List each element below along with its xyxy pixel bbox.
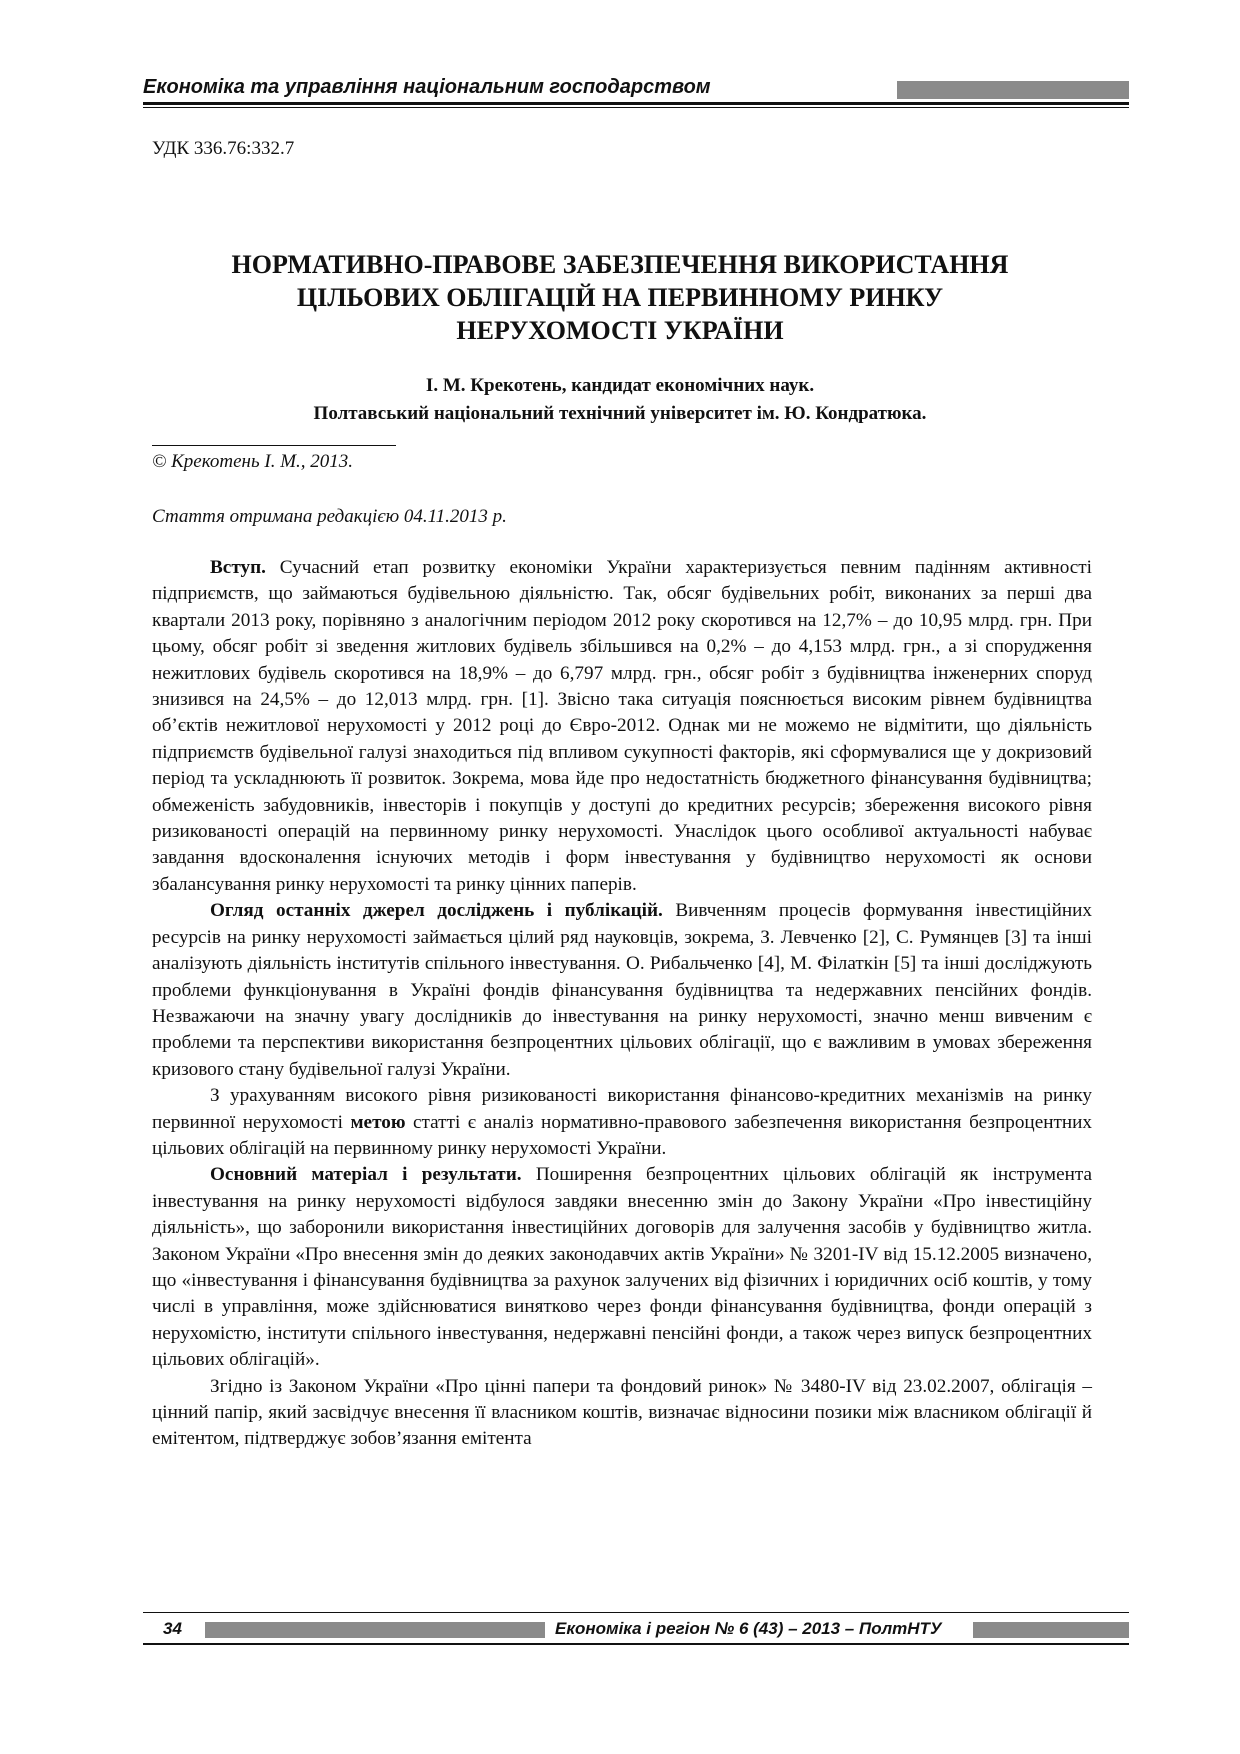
author-block (140, 372, 1100, 428)
paragraph-introduction (152, 555, 1092, 898)
footer-grey-bar (973, 1622, 1129, 1638)
journal-section-title: Економіка та управління національним господарством (143, 76, 711, 98)
running-footer (143, 1612, 1129, 1646)
section-lead: Основний матеріал і результати. (210, 1164, 522, 1186)
aim-keyword: метою (350, 1111, 406, 1133)
footnote-rule (152, 445, 396, 446)
article-body (152, 555, 1092, 1453)
paragraph-literature-review (152, 898, 1092, 1083)
running-header (143, 70, 1129, 108)
paragraph-text: Згідно із Законом України «Про цінні папери та фондовий ринок» № 3480-IV від 23.02.2007, облігація – цінний папір, який засвідчує внесення її власником коштів, визначає відносини позики між власником облігації й емітентом, підтверджує зобов’язання емітента (152, 1375, 1092, 1450)
article-title (140, 248, 1100, 347)
section-lead: Вступ. (210, 557, 266, 578)
title-line: ЦІЛЬОВИХ ОБЛІГАЦІЙ НА ПЕРВИННОМУ РИНКУ (296, 283, 944, 312)
title-line: НЕРУХОМОСТІ УКРАЇНИ (456, 316, 784, 345)
paragraph-law-definition (152, 1374, 1092, 1453)
udc-code: УДК 336.76:332.7 (152, 138, 295, 159)
paragraph-text: Вивченням процесів формування інвестиційних ресурсів на ринку нерухомості займається цілий ряд науковців, зокрема, З. Левченко [2], С. Румянцев [3] та інші аналізують діяльність інститутів спільного інвестування. О. Рибальченко [4], М. Філаткін [5] та інші досліджують проблеми функціонування в Україні фондів фінансування будівництва та недержавних пенсійних фондів. Незважаючи на значну увагу дослідників до інвестування на ринку нерухомості, значно менш вивченим є проблеми та перспективи використання безпроцентних цільових облігації, що є важливим в умовах збереження кризового стану будівельної галузі України. (152, 900, 1093, 1080)
paragraph-text: статті є аналіз нормативно-правового забезпечення використання безпроцентних цільових облігацій на первинному ринку нерухомості України. (152, 1111, 1092, 1159)
paragraph-aim (152, 1083, 1092, 1162)
section-lead: Огляд останніх джерел досліджень і публікацій. (210, 900, 663, 922)
journal-citation: Економіка і регіон № 6 (43) – 2013 – ПолтНТУ (555, 1619, 942, 1638)
received-date: Стаття отримана редакцією 04.11.2013 р. (152, 506, 507, 527)
author-affiliation: Полтавський національний технічний університет ім. Ю. Кондратюка. (313, 403, 927, 424)
header-rule (143, 102, 1129, 105)
footer-rule (143, 1612, 1129, 1613)
paragraph-text: З урахуванням високого рівня ризикованості використання фінансово-кредитних механізмів на ринку первинної нерухомості (152, 1085, 1092, 1133)
title-line: НОРМАТИВНО-ПРАВОВЕ ЗАБЕЗПЕЧЕННЯ ВИКОРИСТАННЯ (231, 250, 1009, 279)
footer-rule-bottom (143, 1643, 1129, 1645)
paragraph-main-results (152, 1162, 1092, 1373)
header-rule-thin (143, 107, 1129, 108)
author-name: І. М. Крекотень, кандидат економічних наук. (425, 375, 815, 396)
copyright-note: © Крекотень І. М., 2013. (152, 451, 354, 472)
footer-grey-bar (205, 1622, 545, 1638)
page-number: 34 (163, 1619, 182, 1638)
header-grey-bar (897, 81, 1129, 99)
paragraph-text: Сучасний етап розвитку економіки України характеризується певним падінням активності підприємств, що займаються будівельною діяльністю. Так, обсяг будівельних робіт, виконаних за перші два квартали 2013 року, порівняно з аналогічним періодом 2012 року скоротився на 12,7% – до 10,95 млрд. грн. При цьому, обсяг робіт зі зведення житлових будівель збільшився на 0,2% – до 4,153 млрд. грн., а зі спорудження нежитлових будівель скоротився на 18,9% – до 6,797 млрд. грн., обсяг робіт з будівництва інженерних споруд знизився на 24,5% – до 12,013 млрд. грн. [1]. Звісно така ситуація пояснюється високим рівнем будівництва об’єктів нежитлової нерухомості у 2012 році до Євро-2012. Однак ми не можемо не відмітити, що діяльність підприємств будівельної галузі знаходиться під впливом сукупності факторів, які сформувалися ще у докризовий період та ускладнюють її розвиток. Зокрема, мова йде про недостатність бюджетного фінансування будівництва; обмеженість забудовників, інвесторів і покупців у доступі до кредитних ресурсів; збереження високого рівня ризикованості операцій на первинному ринку нерухомості. Унаслідок цього особливої актуальності набуває завдання вдосконалення існуючих методів і форм інвестування у будівництво нерухомості як основи збалансування ринку нерухомості та ринку цінних паперів. (152, 557, 1092, 895)
paragraph-text: Поширення безпроцентних цільових облігацій як інструмента інвестування на ринку нерухомості відбулося завдяки внесенню змін до Закону України «Про інвестиційну діяльність», що заборонили використання інвестиційних договорів для залучення засобів у будівництво житла. Законом України «Про внесення змін до деяких законодавчих актів України» № 3201-IV від 15.12.2005 визначено, що «інвестування і фінансування будівництва за рахунок залучених від фізичних і юридичних осіб коштів, у тому числі в управління, може здійснюватися винятково через фонди фінансування будівництва, фонди операцій з нерухомістю, інститути спільного інвестування, недержавні пенсійні фонди, а також через випуск безпроцентних цільових облігацій». (152, 1164, 1092, 1371)
